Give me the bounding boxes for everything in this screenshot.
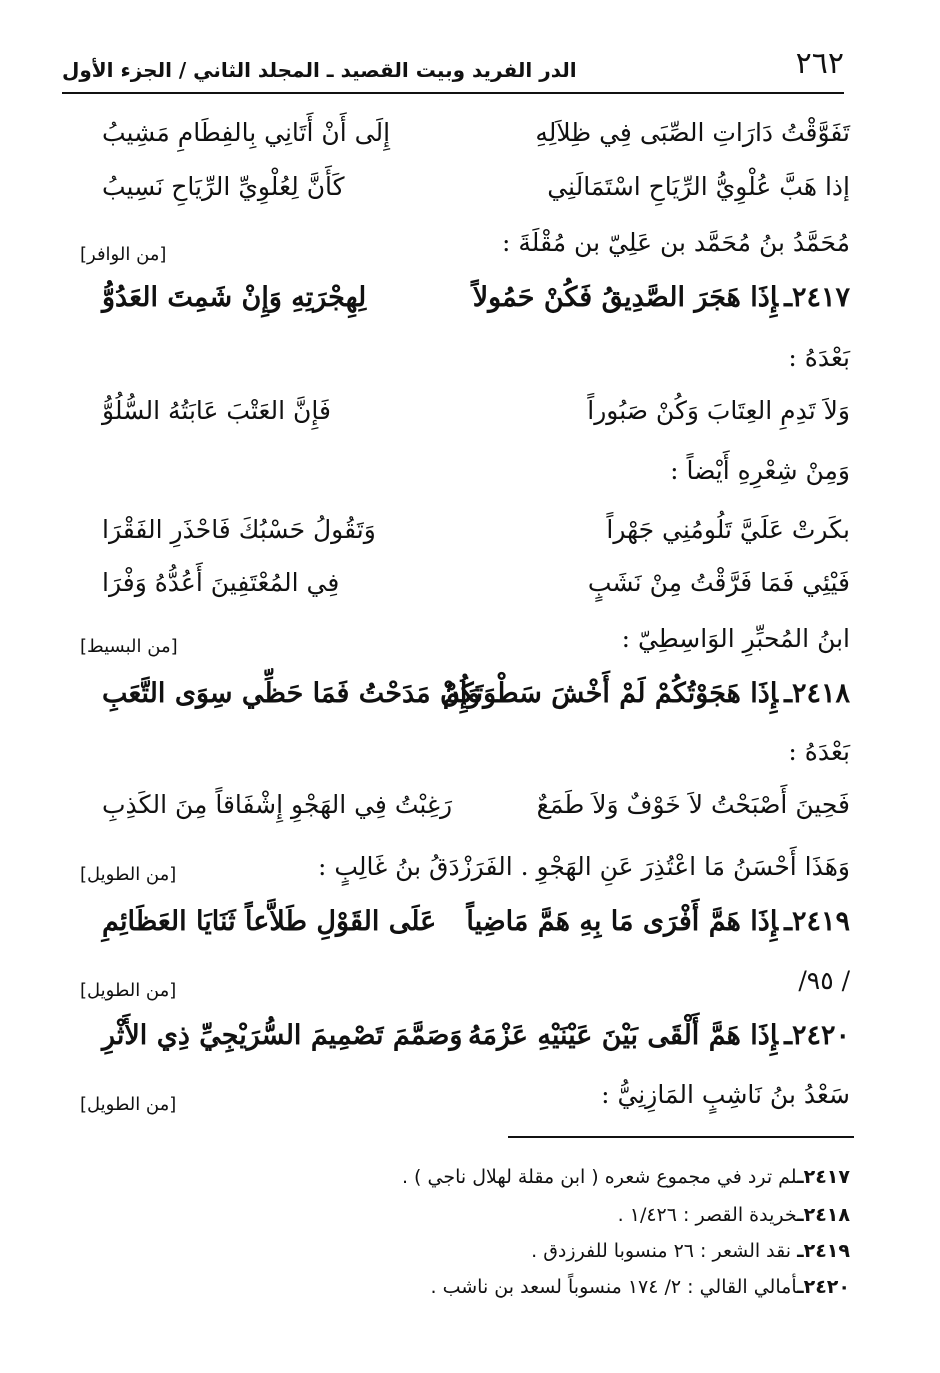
footnote-text: نقد الشعر : ٢٦ منسوبا للفرزدق . [531,1240,798,1262]
hemistich-first: وَلاَ تَدِمِ العِتَابَ وَكُنْ صَبُوراً [587,396,850,425]
verse-line [80,118,850,174]
footnote-number: ٢٤١٨ـ [797,1204,850,1226]
manuscript-marker-line [80,966,850,1022]
footnote [50,1166,850,1188]
footnote-divider [508,1136,854,1138]
verse-line [80,396,850,452]
after-note: بَعْدَهُ : [788,737,850,766]
hemistich-first [466,906,850,937]
verse-number: ٢٤١٧ـ [784,282,850,313]
footnote [50,1204,850,1226]
footnote-number: ٢٤٢٠ـ [797,1276,850,1298]
meter-label: [من الطويل] [80,864,177,885]
hemistich-first-text: إِذَا هَمَّ أَفْرَى مَا بِهِ هَمَّ مَاضِياً [466,906,779,937]
hemistich-first: تَفَوَّقْتُ دَارَاتِ الصِّبَى فِي ظِلاَلِهِ [535,118,850,147]
verse-line [80,790,850,846]
commentary-text: وَهَذَا أَحْسَنُ مَا اعْتُذِرَ عَنِ الهَجْوِ . الفَرَزْدَقُ بنُ غَالِبٍ : [317,852,850,881]
poet-name: ابنُ المُحبِّرِ الوَاسِطِيّ : [621,624,850,653]
folio-marker: / ٩٥/ [798,966,850,995]
footnote-text: أمالي القالي : ٢/ ١٧٤ منسوباً لسعد بن ناشب . [430,1276,798,1298]
verse-line [80,515,850,571]
note-line [80,456,850,512]
footnote [50,1240,850,1262]
hemistich-second: عَلَى القَوْلِ طَلاَّعاً ثَنَايَا العَظَائِمِ [102,906,437,937]
hemistich-second: لِهِجْرَتِهِ وَإِنْ شَمِتَ العَدُوُّ [102,282,367,313]
hemistich-first: بكَرتْ عَلَيَّ تَلُومُنِي جَهْراً [606,515,850,544]
numbered-verse [80,1020,850,1076]
verse-line [80,172,850,228]
hemistich-first [473,282,850,313]
commentary-line [80,852,850,908]
verse-number: ٢٤١٩ـ [784,906,850,937]
hemistich-second: وَتَقُولُ حَسْبُكَ فَاحْذَرِ الفَقْرَا [102,515,376,544]
page-number: ٢٦٢ [795,46,844,81]
numbered-verse [80,906,850,962]
hemistich-first [468,1020,850,1051]
footnote-text: لم ترد في مجموع شعره ( ابن مقلة لهلال ناجي ) . [401,1166,798,1188]
after-note: بَعْدَهُ : [788,343,850,372]
hemistich-first-text: إِذَا هَمَّ أَلْقَى بَيْنَ عَيْنَيْهِ عَزْمَهُ [468,1020,779,1051]
poet-attribution [80,1080,850,1136]
hemistich-first-text: إِذَا هَجَوْتُكُمْ لَمْ أَخْشَ سَطْوَتَكُمْ [442,678,779,709]
hemistich-first: فَيْئِي فَمَا فَرَّقْتُ مِنْ نَشَبٍ [587,568,850,597]
note-line [80,343,850,399]
numbered-verse [80,282,850,338]
hemistich-second: وَصَمَّمَ تَصْمِيمَ السُّرَيْجِيِّ ذِي الأَثْرِ [102,1020,463,1051]
hemistich-second: كَأَنَّ لِعُلْوِيِّ الرِّيَاحِ نَسِيبُ [102,172,345,201]
poet-name: مُحَمَّدُ بنُ مُحَمَّد بن عَلِيّ بن مُقْلَةَ : [502,228,850,257]
meter-label: [من الوافر] [80,244,167,265]
meter-label: [من البسيط] [80,636,178,657]
hemistich-first: إذا هَبَّ عُلْوِيُّ الرِّيَاحِ اسْتَمَالَنِي [547,172,850,201]
footnote-number: ٢٤١٩ـ [797,1240,850,1262]
hemistich-first-text: إِذَا هَجَرَ الصَّدِيقُ فَكُنْ حَمُولاً [472,282,779,313]
hemistich-second: فِي المُعْتَفِينَ أَعُدُّهُ وَفْرَا [102,568,340,597]
verse-line [80,568,850,624]
also-note: وَمِنْ شِعْرِهِ أَيْضاً : [670,456,850,485]
numbered-verse [80,678,850,734]
hemistich-second: فَإِنَّ العَتْبَ عَابَتُهُ السُّلُوُّ [102,396,331,425]
running-title: الدر الفريد وبيت القصيد ـ المجلد الثاني / الجزء الأول [62,58,577,82]
poet-name: سَعْدُ بنُ نَاشِبٍ المَازِنِيُّ : [601,1080,850,1109]
hemistich-first: فَحِينَ أَصْبَحْتُ لاَ خَوْفٌ وَلاَ طَمَعٌ [536,790,850,819]
hemistich-second: رَغِبْتُ فِي الهَجْوِ إِشْفَاقاً مِنَ الكَذِبِ [102,790,453,819]
hemistich-first [443,678,850,709]
meter-label: [من الطويل] [80,1094,177,1115]
meter-label: [من الطويل] [80,980,177,1001]
verse-number: ٢٤٢٠ـ [784,1020,850,1051]
footnote-text: خريدة القصر : ١/٤٢٦ . [617,1204,798,1226]
hemistich-second: وَإِنْ مَدَحْتُ فَمَا حَظِّي سِوَى التَّعَبِ [102,678,481,709]
footnote [50,1276,850,1298]
page-header [62,44,844,94]
note-line [80,737,850,793]
poet-attribution [80,228,850,284]
verse-number: ٢٤١٨ـ [784,678,850,709]
hemistich-second: إِلَى أَنْ أَتَانِي بِالفِطَامِ مَشِيبُ [102,118,391,147]
footnote-number: ٢٤١٧ـ [797,1166,850,1188]
poet-attribution [80,624,850,680]
